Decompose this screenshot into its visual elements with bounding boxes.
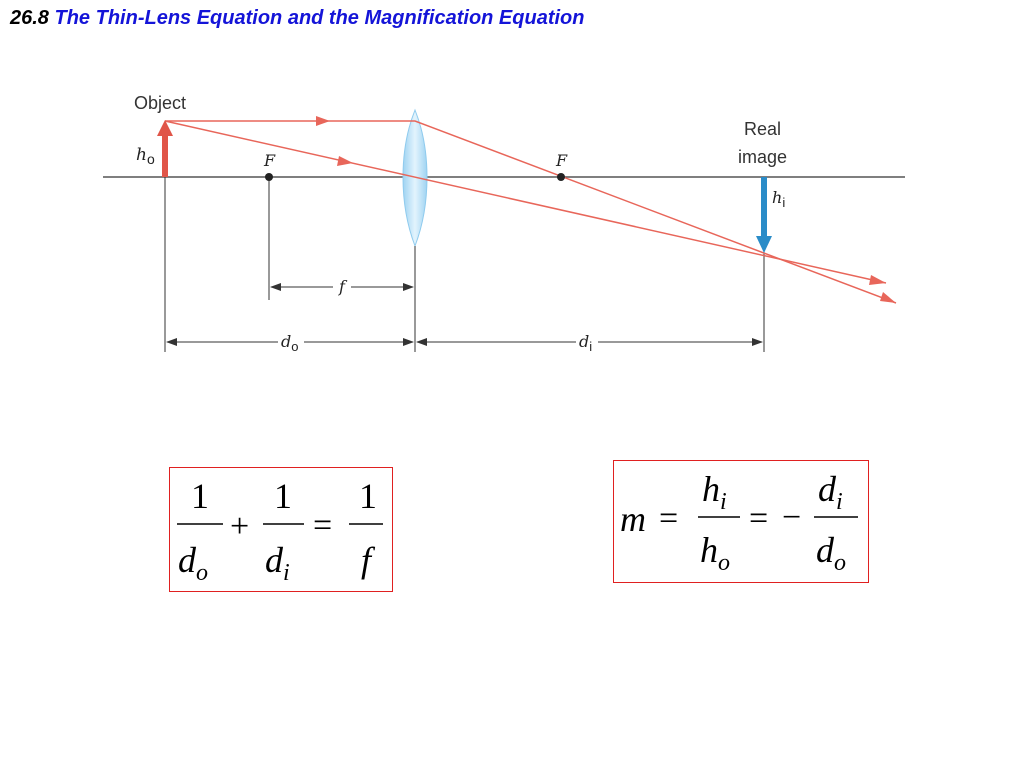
term2-denominator: $d_i$ xyxy=(265,540,290,586)
term1-denominator: $d_o$ xyxy=(178,540,208,586)
ray-arrowhead xyxy=(316,116,330,126)
focal-point-right xyxy=(557,173,565,181)
magnification-symbol: m xyxy=(620,499,646,539)
term3-numerator: 1 xyxy=(359,476,377,516)
frac2-numerator: $d_i$ xyxy=(818,469,843,515)
image-distance-label: $d_i$ xyxy=(579,332,593,354)
equals-sign: = xyxy=(659,500,679,537)
term3-denominator: f xyxy=(361,540,372,580)
ray-arrowheads xyxy=(316,116,896,303)
object-distance-label: $d_o$ xyxy=(281,332,299,354)
thin-lens-equation xyxy=(170,468,391,590)
section-title: The Thin-Lens Equation and the Magnification Equation xyxy=(54,7,585,29)
focal-label-left: F xyxy=(264,151,276,170)
frac1-numerator: $h_i$ xyxy=(702,469,727,515)
minus-sign: − xyxy=(782,499,802,536)
object-label: Object xyxy=(134,93,187,113)
real-image-label-line1: Real xyxy=(744,119,782,139)
equals-sign: = xyxy=(749,500,769,537)
focal-length-label: f xyxy=(339,277,345,296)
frac2-denominator: $d_o$ xyxy=(816,530,846,576)
magnification-equation-box xyxy=(613,460,869,583)
image-height-label: $h_i$ xyxy=(772,188,786,210)
focal-point-left xyxy=(265,173,273,181)
object-height-label: $h_o$ xyxy=(136,145,155,167)
thin-lens-equation-box xyxy=(169,467,393,592)
object-arrow xyxy=(157,120,173,177)
image-arrow xyxy=(756,177,772,253)
section-number: 26.8 xyxy=(10,7,49,29)
ray-arrowhead xyxy=(880,292,896,303)
equals-sign: = xyxy=(313,507,333,544)
magnification-equation xyxy=(614,461,867,581)
term2-numerator: 1 xyxy=(274,476,292,516)
ray-arrowhead xyxy=(337,156,353,166)
focal-label-right: F xyxy=(556,151,568,170)
term1-numerator: 1 xyxy=(191,476,209,516)
frac1-denominator: $h_o$ xyxy=(700,530,730,576)
real-image-label-line2: image xyxy=(738,147,788,167)
ray-arrowhead xyxy=(869,275,886,285)
plus-sign: + xyxy=(230,508,250,545)
converging-lens xyxy=(403,110,427,246)
